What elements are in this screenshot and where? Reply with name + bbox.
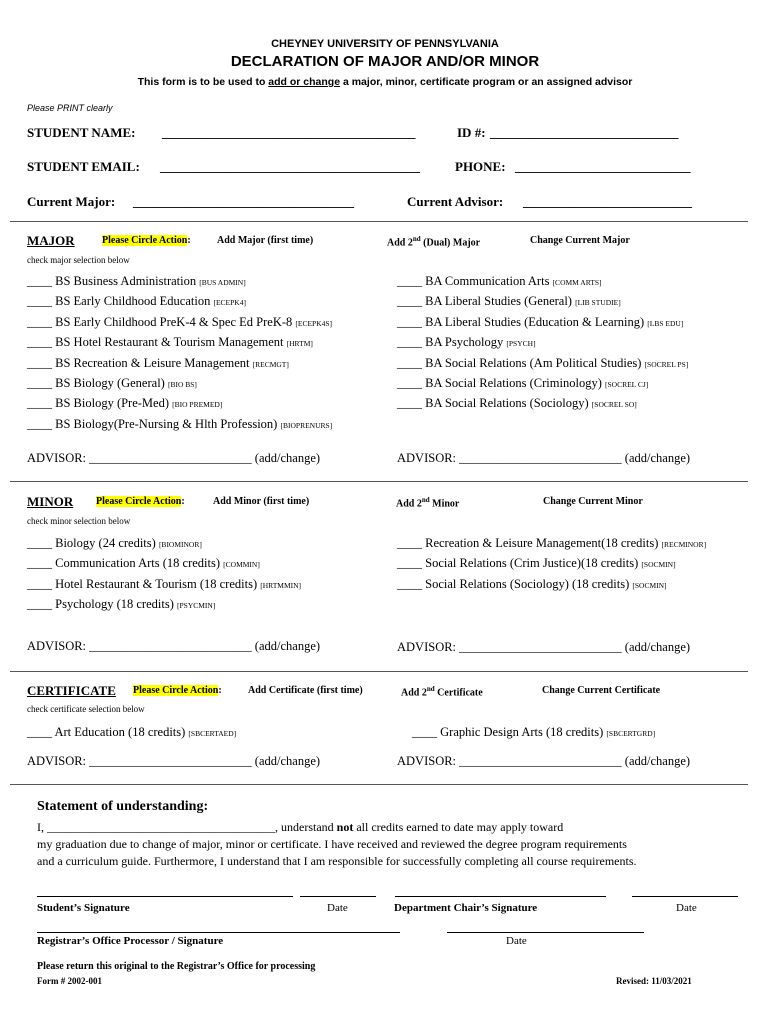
certificate-check-note: check certificate selection below [27,704,145,714]
student-email-label: STUDENT EMAIL: [27,159,140,174]
option-row[interactable] [397,556,676,571]
option-name: Psychology (18 credits) [55,597,174,612]
option-row[interactable] [397,274,602,289]
option-name: BS Biology (General) [55,376,165,390]
subtitle-underlined: add or change [268,76,341,88]
option-name: BS Hotel Restaurant & Tourism Management [55,335,284,350]
statement-name-field[interactable]: ______________________________________ [47,820,275,834]
option-code: [SOCREL PS] [644,359,689,369]
option-code: [LBS EDU] [647,318,684,328]
option-code: [PSYCMIN] [176,601,216,611]
option-code: [BIO BS] [167,380,197,389]
major-heading: MAJOR [27,233,75,248]
phone-label: PHONE: [455,159,506,174]
check-blank[interactable]: ____ [27,294,52,309]
student-signature-line[interactable] [37,896,293,897]
option-row[interactable] [27,315,332,330]
option-name: BA Psychology [425,335,504,350]
check-blank[interactable]: ____ [27,314,52,329]
add-2nd-suffix: (Dual) Major [420,237,481,249]
check-blank[interactable]: ____ [27,576,52,591]
current-advisor-label: Current Advisor: [407,194,504,209]
certificate-heading: CERTIFICATE [27,683,116,698]
check-blank[interactable]: ____ [27,376,52,390]
option-name: Hotel Restaurant & Tourism (18 credits) [55,576,258,591]
circle-action-highlight: Please Circle Action [102,235,188,246]
current-major-label: Current Major: [27,194,116,209]
statement-line-1 [37,820,563,835]
option-row[interactable] [27,417,332,432]
student-name-label: STUDENT NAME: [27,125,136,140]
option-code: [LIB STUDIE] [575,298,621,308]
option-name: BA Communication Arts [425,274,550,288]
subtitle-post: a major, minor, certificate program or an assigned advisor [340,76,633,88]
option-row[interactable] [27,356,289,371]
option-code: [COMM ARTS] [552,278,602,287]
option-name: BA Social Relations (Criminology) [425,376,602,390]
add-2nd-text: Add 2 [387,237,413,249]
minor-circle-action [96,496,185,507]
option-row[interactable] [397,335,536,350]
option-row[interactable] [27,376,197,391]
option-code: [BUS ADMIN] [199,278,246,287]
major-circle-action [102,235,191,246]
check-blank[interactable]: ____ [397,556,422,571]
option-code: [SOCREL CJ] [604,380,649,389]
major-advisor-right[interactable]: ADVISOR: __________________________ (add/change) [397,451,691,465]
option-row[interactable] [397,577,667,592]
minor-advisor-left[interactable]: ADVISOR: __________________________ (add/change) [27,639,321,653]
add-dual-major-option[interactable] [387,235,480,248]
option-code: [SBCERTGRD] [606,729,656,738]
add-2nd-suffix: Minor [429,498,460,510]
option-name: Recreation & Leisure Management(18 credits) [425,536,659,550]
statement-bold: not [336,820,354,834]
subtitle-pre: This form is to be used to [137,76,269,88]
phone-field[interactable]: ___________________________ [515,159,691,174]
form-subtitle [0,76,770,88]
add-major-option[interactable]: Add Major (first time) [217,235,314,246]
option-code: [RECMINOR] [661,540,707,549]
current-major-field[interactable]: __________________________________ [133,194,354,209]
option-row[interactable] [397,396,637,411]
check-blank[interactable]: ____ [397,396,422,411]
option-code: [BIOMINOR] [158,540,202,549]
check-blank[interactable]: ____ [27,274,52,288]
check-blank[interactable]: ____ [27,335,52,350]
option-name: Social Relations (Sociology) (18 credits) [425,576,630,591]
add-2nd-suffix: Certificate [434,687,483,699]
divider [10,481,748,482]
check-blank[interactable]: ____ [397,314,422,329]
check-blank[interactable]: ____ [27,725,52,739]
option-name: BS Early Childhood Education [55,294,211,309]
option-code: [ECEPK4] [213,298,246,308]
option-row[interactable] [27,274,246,289]
certificate-advisor-right[interactable]: ADVISOR: __________________________ (add/change) [397,754,691,768]
add-2nd-text: Add 2 [396,498,422,510]
certificate-option-art-education[interactable] [27,725,236,740]
check-blank[interactable]: ____ [27,556,52,571]
check-blank[interactable]: ____ [27,597,52,612]
certificate-option-graphic-design[interactable] [412,725,655,740]
form-number: Form # 2002-001 [37,976,102,986]
print-note: Please PRINT clearly [27,103,113,113]
student-signature-label: Student’s Signature [37,902,130,914]
change-certificate-option[interactable]: Change Current Certificate [542,685,661,696]
current-advisor-field[interactable]: __________________________ [523,194,692,209]
option-code: [COMMIN] [223,560,260,570]
colon: : [181,496,185,507]
form-title: DECLARATION OF MAJOR AND/OR MINOR [230,53,540,70]
option-name: Biology (24 credits) [55,536,156,550]
statement-line-3: and a curriculum guide. Furthermore, I understand that I am responsible for successfully completing all course requirements. [37,854,637,868]
date1-label: Date [327,902,348,914]
option-row[interactable] [27,294,246,309]
university-name: CHEYNEY UNIVERSITY OF PENNSYLVANIA [271,38,499,50]
student-name-field[interactable]: _______________________________________ [162,125,416,140]
option-code: [SOCMIN] [641,560,676,570]
major-advisor-left[interactable]: ADVISOR: __________________________ (add/change) [27,451,321,465]
option-name: BA Social Relations (Am Political Studies) [425,355,642,370]
date2-line[interactable] [632,896,738,897]
option-row[interactable] [27,577,301,592]
minor-advisor-right[interactable]: ADVISOR: __________________________ (add/change) [397,640,691,654]
option-row[interactable] [27,396,222,411]
option-row[interactable] [397,356,688,371]
revised-date: Revised: 11/03/2021 [616,976,692,986]
option-name: BS Biology(Pre-Nursing & Hlth Profession) [55,416,278,431]
certificate-advisor-left[interactable]: ADVISOR: __________________________ (add/change) [27,754,321,768]
divider [10,221,748,222]
minor-heading: MINOR [27,494,74,509]
return-note: Please return this original to the Registrar’s Office for processing [37,961,316,972]
statement-post: all credits earned to date may apply toward [353,820,564,834]
check-blank[interactable]: ____ [397,576,422,591]
check-blank[interactable]: ____ [27,396,52,411]
add-certificate-option[interactable]: Add Certificate (first time) [248,685,363,696]
chair-signature-label: Department Chair’s Signature [394,902,538,914]
change-major-option[interactable]: Change Current Major [530,235,630,246]
check-blank[interactable]: ____ [397,355,422,370]
option-code: [ECEPK4S] [295,318,333,328]
check-blank[interactable]: ____ [412,725,437,739]
check-blank[interactable]: ____ [397,335,422,350]
option-name: BA Liberal Studies (Education & Learning) [425,314,645,329]
option-name: BA Social Relations (Sociology) [425,396,589,411]
change-minor-option[interactable]: Change Current Minor [543,496,643,507]
date3-label: Date [506,935,527,947]
option-row[interactable] [397,376,648,391]
certificate-circle-action [133,685,222,696]
option-name: Art Education (18 credits) [54,725,186,739]
circle-action-highlight: Please Circle Action [96,496,182,507]
circle-action-highlight: Please Circle Action [133,685,219,696]
student-email-field[interactable]: ________________________________________ [160,159,420,174]
option-code: [SOCREL SO] [591,400,637,410]
check-blank[interactable]: ____ [397,376,422,390]
option-code: [HRTM] [286,339,313,349]
date1-line[interactable] [300,896,376,897]
colon: : [187,235,191,246]
option-name: Social Relations (Crim Justice)(18 credits) [425,556,639,571]
add-2nd-certificate-option[interactable] [401,685,483,698]
option-row[interactable] [27,335,313,350]
option-name: BA Liberal Studies (General) [425,294,572,309]
divider [10,784,748,785]
add-minor-option[interactable]: Add Minor (first time) [213,496,310,507]
option-name: BS Recreation & Leisure Management [55,355,250,370]
option-row[interactable] [397,536,706,551]
major-check-note: check major selection below [27,255,130,265]
check-blank[interactable]: ____ [397,274,422,288]
option-row[interactable] [27,536,202,551]
option-name: BS Business Administration [55,274,197,288]
option-code: [SBCERTAED] [188,729,237,738]
statement-mid: , understand [275,820,337,834]
registrar-signature-line[interactable] [37,932,400,933]
statement-heading: Statement of understanding: [37,799,209,814]
option-row[interactable] [27,556,260,571]
date3-line[interactable] [447,932,644,933]
statement-pre: I, [37,820,47,834]
divider [10,671,748,672]
statement-line-2: my graduation due to change of major, minor or certificate. I have received and reviewed the degree program requirements [37,837,627,851]
minor-check-note: check minor selection below [27,516,131,526]
option-code: [BIOPRENURS] [280,420,333,430]
check-blank[interactable]: ____ [397,294,422,309]
superscript: nd [412,235,421,243]
colon: : [218,685,222,696]
id-field[interactable]: _____________________________ [490,125,679,140]
option-code: [SOCMIN] [632,580,667,590]
date2-label: Date [676,902,697,914]
id-label: ID #: [457,125,486,140]
superscript: nd [426,685,435,693]
option-name: BS Biology (Pre-Med) [55,396,170,411]
add-2nd-text: Add 2 [401,687,427,699]
check-blank[interactable]: ____ [397,536,422,550]
registrar-signature-label: Registrar’s Office Processor / Signature [37,935,224,947]
option-code: [PSYCH] [506,339,536,349]
add-2nd-minor-option[interactable] [396,496,459,509]
check-blank[interactable]: ____ [27,536,52,550]
option-code: [BIO PREMED] [172,400,223,410]
check-blank[interactable]: ____ [27,355,52,370]
option-code: [RECMGT] [252,359,289,369]
option-name: Communication Arts (18 credits) [55,556,221,571]
superscript: nd [421,496,430,504]
option-code: [HRTMMIN] [260,580,302,590]
option-name: Graphic Design Arts (18 credits) [440,725,604,739]
option-row[interactable] [27,597,215,612]
check-blank[interactable]: ____ [27,416,52,431]
option-row[interactable] [397,294,621,309]
chair-signature-line[interactable] [395,896,606,897]
option-name: BS Early Childhood PreK-4 & Spec Ed PreK-8 [55,314,293,329]
option-row[interactable] [397,315,683,330]
